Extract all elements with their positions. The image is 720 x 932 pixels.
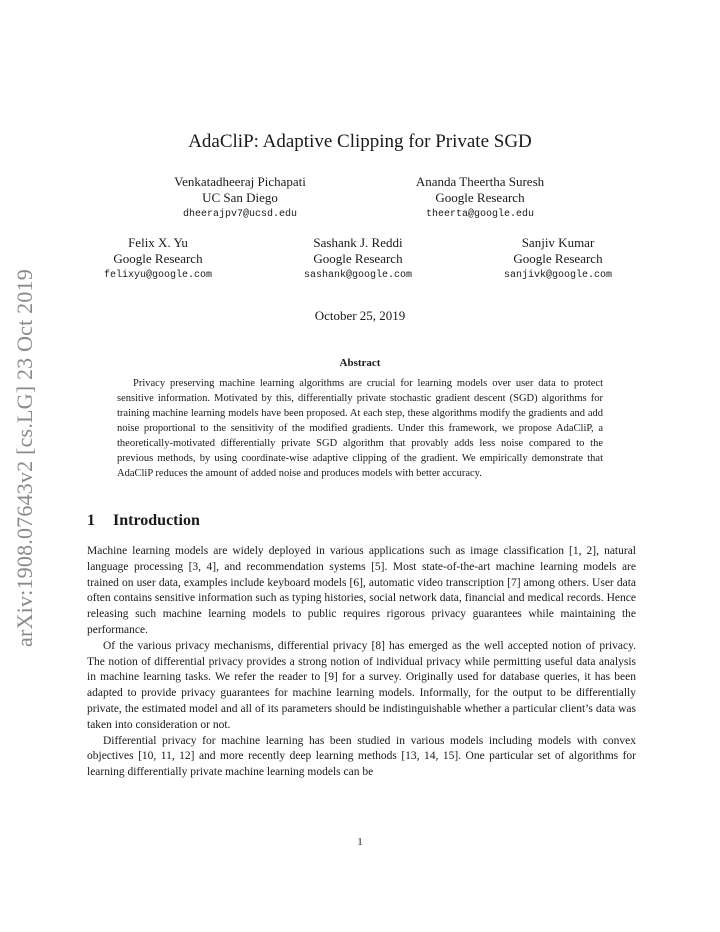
author-name: Felix X. Yu (128, 235, 188, 250)
author-name: Sanjiv Kumar (521, 235, 595, 250)
arxiv-identifier: arXiv:1908.07643v2 [cs.LG] 23 Oct 2019 (12, 269, 37, 647)
author-name: Ananda Theertha Suresh (415, 174, 545, 189)
paragraph: Differential privacy for machine learning has been studied in various models including models with convex objectives [10, 11, 12] and more recently deep learning methods [13, 14, 15]. One particular set of algorithms for learning differentially private machine learning models can be (87, 734, 636, 779)
publication-date: October 25, 2019 (314, 308, 406, 323)
author-email: theerta@google.edu (425, 209, 535, 220)
section-body (87, 544, 636, 781)
section-title: Introduction (113, 512, 200, 529)
author-affiliation: Google Research (435, 190, 525, 205)
section-number: 1 (87, 512, 95, 529)
author-affiliation: Google Research (113, 251, 203, 266)
author-email: felixyu@google.com (103, 270, 213, 281)
paragraph: Machine learning models are widely deployed in various applications such as image classification [1, 2], natural language processing [3, 4], and recommendation systems [5]. Most state-of-the-art machine learning models are trained on user data, examples include keyboard models [6], automatic video transcription [7] among others. User data often contains sensitive information such as typing histories, social network data, financial and medical records. Hence releasing such machine learning models to public requires rigorous privacy guarantees while maintaining the performance. (87, 545, 636, 636)
author-affiliation: Google Research (313, 251, 403, 266)
author-block (278, 235, 438, 285)
author-email: dheerajpv7@ucsd.edu (182, 209, 298, 220)
author-affiliation: Google Research (513, 251, 603, 266)
page-number: 1 (357, 836, 363, 848)
author-name: Venkatadheeraj Pichapati (174, 174, 306, 189)
author-block (370, 174, 590, 224)
abstract-heading: Abstract (339, 357, 381, 369)
abstract-text: Privacy preserving machine learning algorithms are crucial for learning models over user data to protect sensitive information. Motivated by this, differentially private stochastic gradient descent (SGD) algorithms for training machine learning models have been proposed. At each step, these algorithms modify the gradients and add noise proportional to the sensitivity of the modified gradients. Under this framework, we propose AdaCliP, a theoretically-motivated differentially private SGD algorithm that provably adds less noise compared to the previous methods, by using coordinate-wise adaptive clipping of the gradient. We empirically demonstrate that AdaCliP reduces the amount of added noise and produces models with better accuracy. (117, 378, 603, 479)
section-heading (87, 512, 200, 530)
author-block (130, 174, 350, 224)
author-block (78, 235, 238, 285)
author-email: sashank@google.com (303, 270, 413, 281)
author-affiliation: UC San Diego (202, 190, 278, 205)
author-email: sanjivk@google.com (503, 270, 613, 281)
paper-title: AdaCliP: Adaptive Clipping for Private SGD (188, 131, 532, 152)
author-name: Sashank J. Reddi (313, 235, 403, 250)
author-block (478, 235, 638, 285)
paragraph: Of the various privacy mechanisms, differential privacy [8] has emerged as the well accepted notion of privacy. The notion of differential privacy provides a strong notion of individual privacy while permitting useful data analysis in machine learning tasks. We refer the reader to [9] for a survey. Originally used for database queries, it has been adapted to provide privacy guarantees for machine learning models. Informally, for the output to be differentially private, the estimated model and all of its parameters should be indistinguishable whether a particular client’s data was taken into consideration or not. (87, 639, 636, 731)
